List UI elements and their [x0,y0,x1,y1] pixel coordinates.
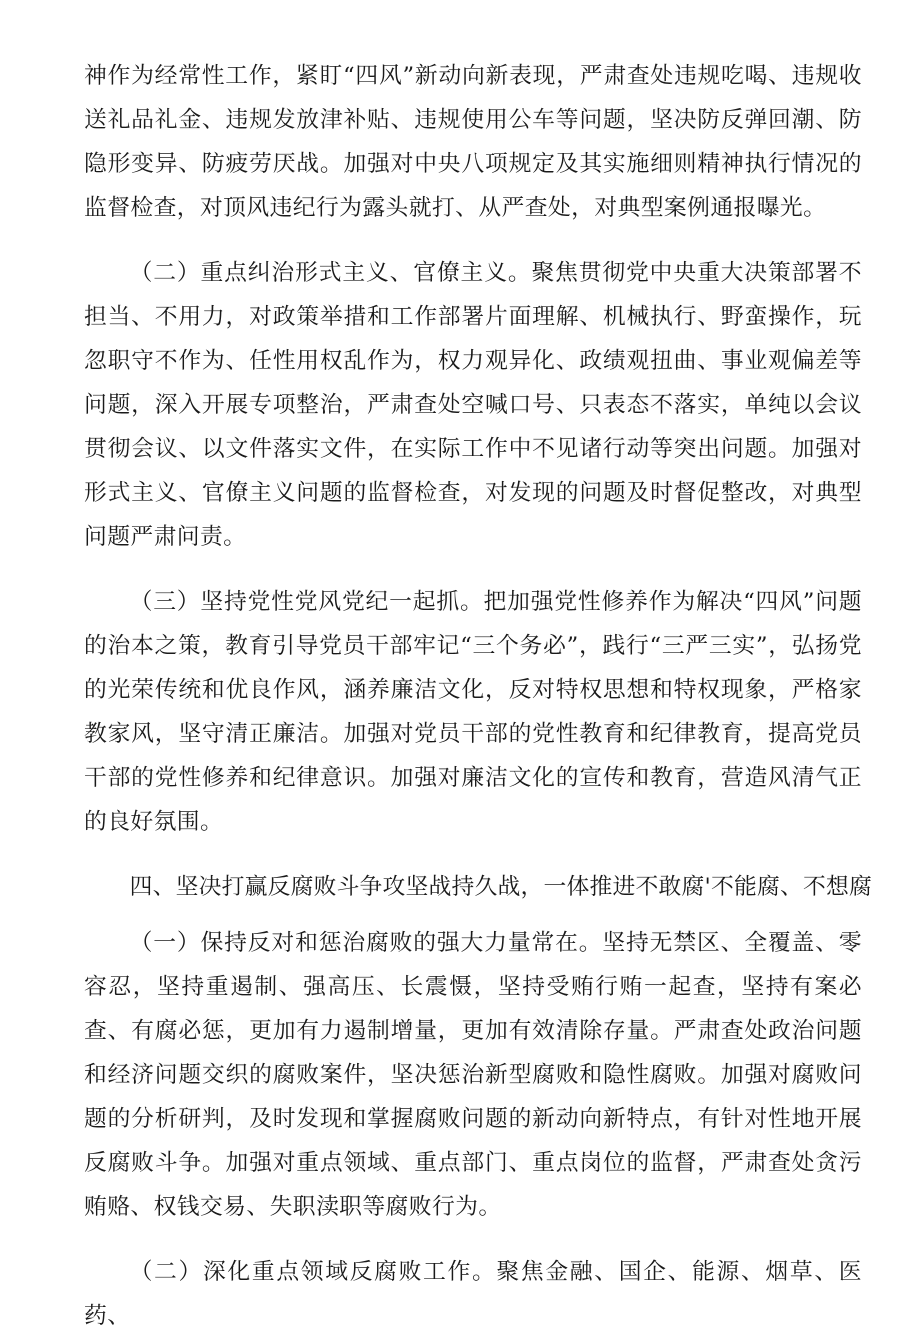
paragraph-key-areas-anti-corruption: （二）深化重点领域反腐败工作。聚焦金融、国企、能源、烟草、医药、 [84,1259,862,1329]
paragraph-formalism-bureaucratism: （二）重点纠治形式主义、官僚主义。聚焦贯彻党中央重大决策部署不担当、不用力，对政策举措和工作部署片面理解、机械执行、野蛮操作，玩忽职守不作为、任性用权乱作为，权力观异化、政绩观扭曲、事业观偏差等问题，深入开展专项整治，严肃查处空喊口号、只表态不落实，单纯以会议贯彻会议、以文件落实文件，在实际工作中不见诸行动等突出问题。加强对形式主义、官僚主义问题的监督检查，对发现的问题及时督促整改，对典型问题严肃问责。 [84,260,862,550]
paragraph-continued-four-winds: 神作为经常性工作，紧盯“四风”新动向新表现，严肃查处违规吃喝、违规收送礼品礼金、违规发放津补贴、违规使用公车等问题，坚决防反弹回潮、防隐形变异、防疲劳厌战。加强对中央八项规定及其实施细则精神执行情况的监督检查，对顶风违纪行为露头就打、从严查处，对典型案例通报曝光。 [84,63,862,221]
paragraph-maintain-anti-corruption-force: （一）保持反对和惩治腐败的强大力量常在。坚持无禁区、全覆盖、零容忍，坚持重遏制、强高压、长震慑，坚持受贿行贿一起查，坚持有案必查、有腐必惩，更加有力遏制增量，更加有效清除存量。严肃查处政治问题和经济问题交织的腐败案件，坚决惩治新型腐败和隐性腐败。加强对腐败问题的分析研判，及时发现和掌握腐败问题的新动向新特点，有针对性地开展反腐败斗争。加强对重点领域、重点部门、重点岗位的监督，严肃查处贪污贿赂、权钱交易、失职渎职等腐败行为。 [84,930,862,1220]
section-heading-anti-corruption: 四、坚决打赢反腐败斗争攻坚战持久战，一体推进不敢腐'不能腐、不想腐 [129,874,872,900]
document-body [84,54,872,1338]
paragraph-party-spirit-discipline: （三）坚持党性党风党纪一起抓。把加强党性修养作为解决“四风”问题的治本之策，教育引导党员干部牢记“三个务必”，践行“三严三实”，弘扬党的光荣传统和优良作风，涵养廉洁文化，反对特权思想和特权现象，严格家教家风，坚守清正廉洁。加强对党员干部的党性教育和纪律教育，提高党员干部的党性修养和纪律意识。加强对廉洁文化的宣传和教育，营造风清气正的良好氛围。 [84,589,862,835]
